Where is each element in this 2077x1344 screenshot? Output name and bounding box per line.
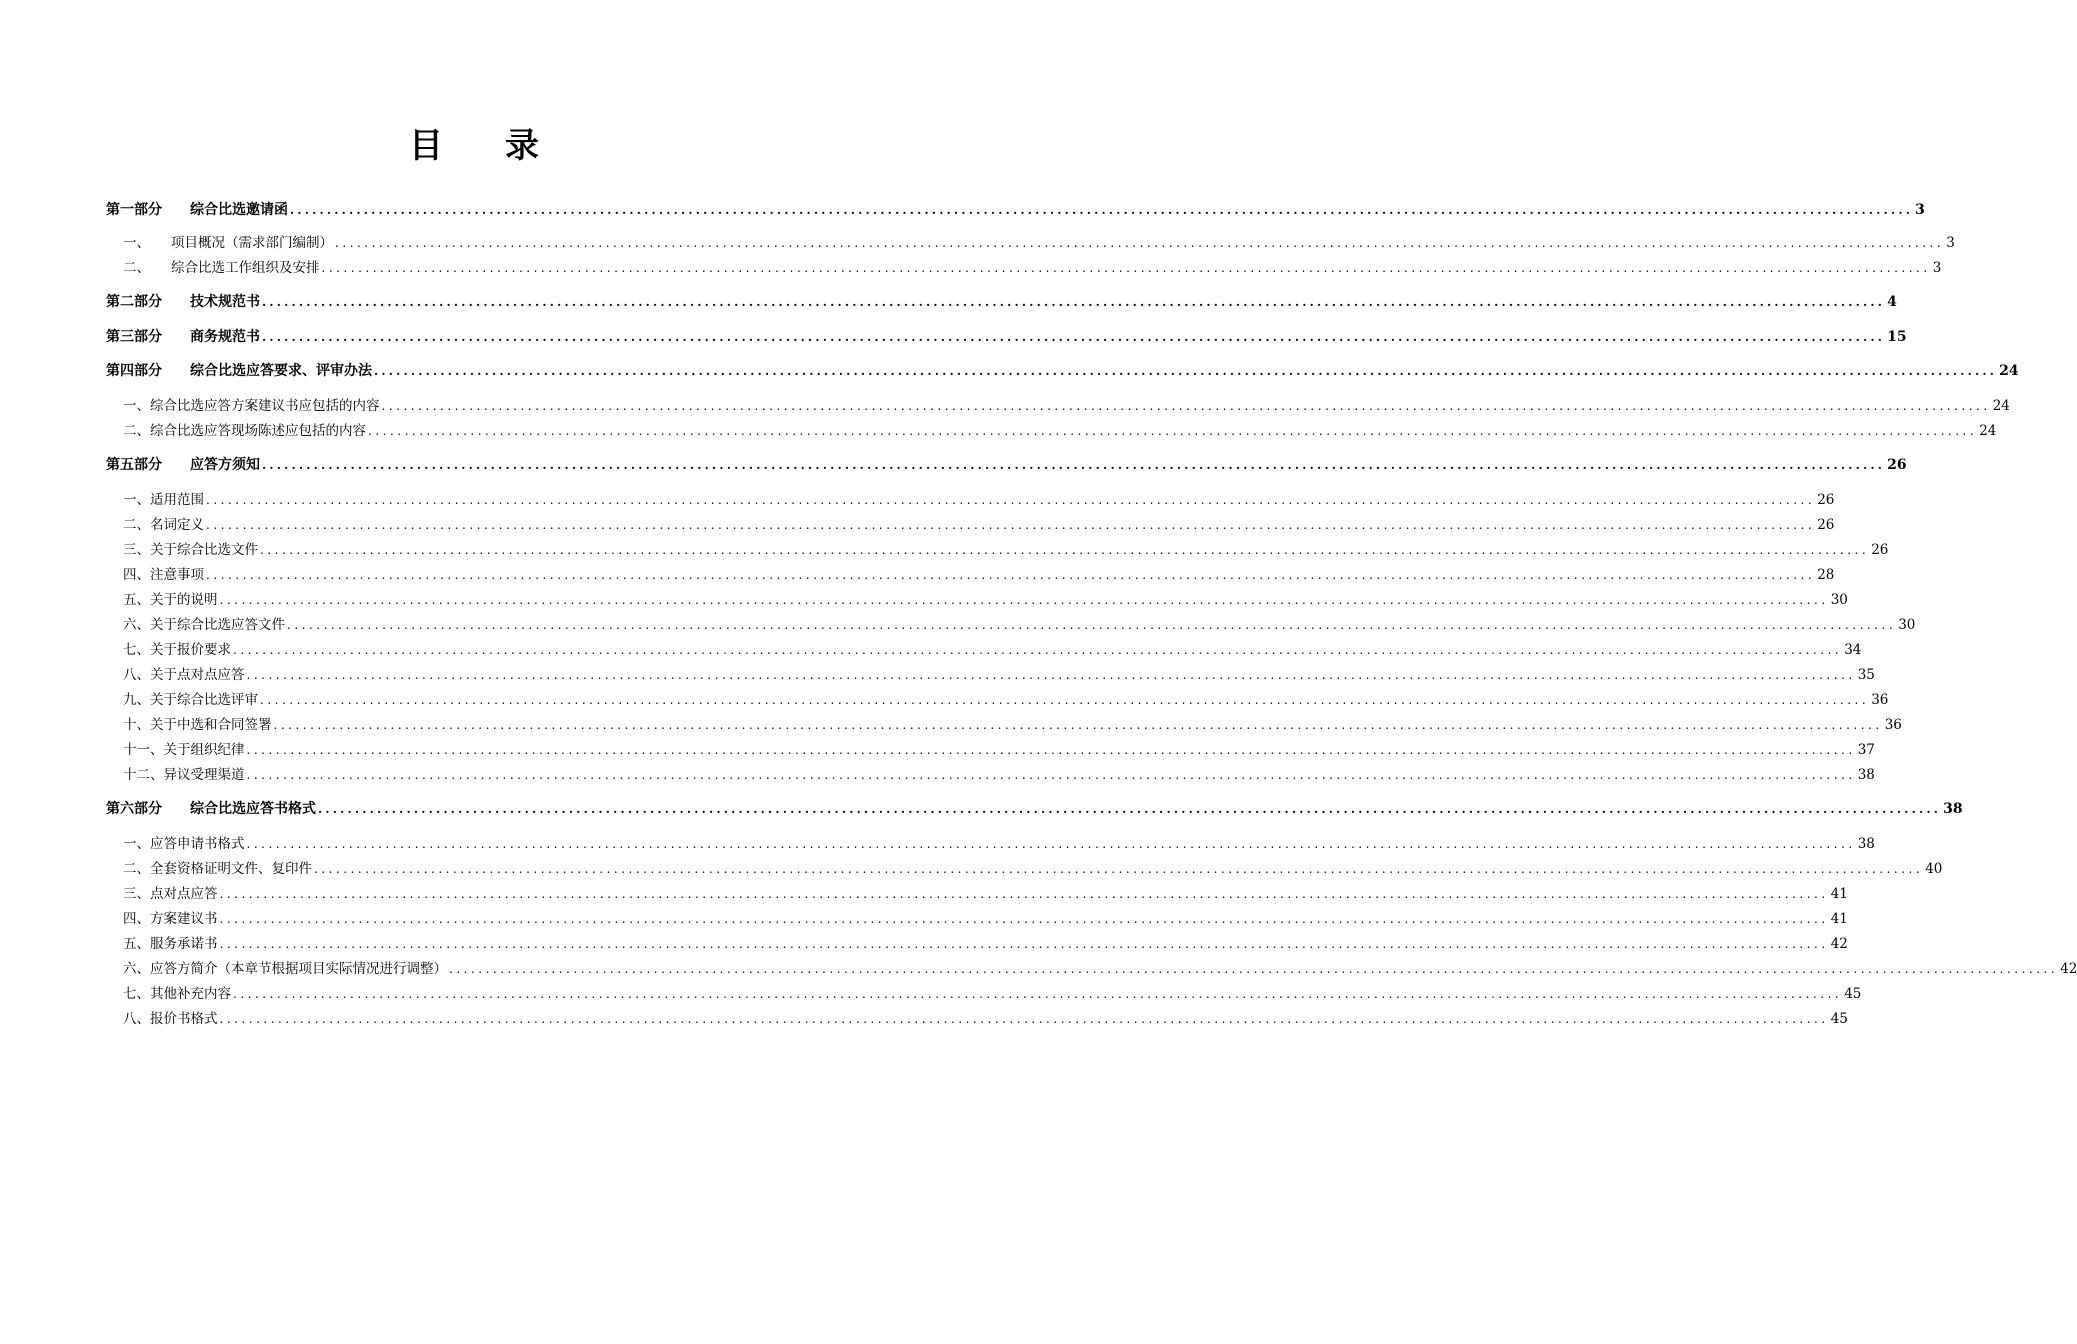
toc-entry-label (106, 328, 260, 346)
toc-entry-number: 五、 (123, 936, 150, 952)
toc-entry-label (123, 985, 231, 1003)
toc-entry-label (106, 201, 288, 219)
toc-section-entry[interactable] (106, 906, 1848, 928)
toc-entry-label (123, 691, 258, 709)
toc-page-number: 3 (1915, 202, 1925, 218)
toc-page-number: 24 (1999, 363, 2019, 379)
toc-page-number: 4 (1887, 294, 1897, 310)
toc-part-entry[interactable] (106, 324, 1907, 346)
toc-leader-dots: ............................................................................................................................................................................................................................ (381, 399, 1991, 413)
toc-section-entry[interactable] (106, 737, 1875, 759)
toc-entry-number: 第四部分 (106, 363, 162, 379)
toc-section-entry[interactable] (106, 687, 1889, 709)
toc-entry-label (123, 641, 231, 659)
toc-entry-number: 第三部分 (106, 329, 162, 345)
toc-leader-dots: ............................................................................................................................................................................................................................ (233, 987, 1843, 1001)
toc-section-entry[interactable] (106, 393, 2010, 415)
toc-page-number: 26 (1817, 492, 1835, 508)
toc-section-entry[interactable] (106, 931, 1848, 953)
toc-section-entry[interactable] (106, 255, 1942, 277)
toc-entry-title: 应答申请书格式 (150, 836, 245, 852)
toc-entry-title: 关于组织纪律 (163, 742, 245, 758)
toc-leader-dots: ............................................................................................................................................................................................................................ (273, 718, 1883, 732)
toc-entry-title: 综合比选应答方案建议书应包括的内容 (150, 398, 380, 414)
toc-entry-number: 三、 (123, 886, 150, 902)
toc-entry-number: 十、 (123, 717, 150, 733)
toc-entry-title: 关于点对点应答 (150, 667, 245, 683)
toc-entry-label (106, 456, 260, 474)
toc-leader-dots: ............................................................................................................................................................................................................................ (368, 424, 1978, 438)
toc-entry-label (123, 766, 245, 784)
toc-page-number: 35 (1857, 667, 1875, 683)
toc-entry-number: 第二部分 (106, 294, 162, 310)
toc-entry-title: 关于的说明 (150, 592, 218, 608)
toc-page-number: 41 (1830, 911, 1848, 927)
toc-page-number: 24 (1992, 398, 2010, 414)
toc-entry-title: 应答方简介（本章节根据项目实际情况进行调整） (150, 961, 447, 977)
toc-entry-title: 关于综合比选文件 (150, 542, 258, 558)
page-title (0, 118, 950, 167)
toc-leader-dots: ............................................................................................................................................................................................................................ (374, 364, 1998, 378)
toc-section-entry[interactable] (106, 662, 1875, 684)
toc-page-number: 30 (1898, 617, 1916, 633)
toc-entry-number: 一、 (123, 398, 150, 414)
toc-entry-number: 二、 (123, 861, 150, 877)
toc-entry-label (123, 422, 366, 440)
toc-section-entry[interactable] (106, 562, 1835, 584)
toc-entry-title: 技术规范书 (190, 294, 260, 310)
toc-leader-dots: ............................................................................................................................................................................................................................ (219, 912, 1829, 926)
toc-section-entry[interactable] (106, 712, 1902, 734)
toc-entry-number: 八、 (123, 1011, 150, 1027)
toc-entry-number: 一、 (123, 235, 150, 251)
toc-leader-dots: ............................................................................................................................................................................................................................ (287, 618, 1897, 632)
toc-page-number: 45 (1830, 1011, 1848, 1027)
toc-entry-number: 一、 (123, 836, 150, 852)
toc-page-number: 26 (1871, 542, 1889, 558)
toc-entry-title: 综合比选工作组织及安排 (171, 260, 320, 276)
toc-section-entry[interactable] (106, 831, 1875, 853)
toc-entry-number: 七、 (123, 986, 150, 1002)
toc-entry-label (123, 591, 218, 609)
toc-leader-dots: ............................................................................................................................................................................................................................ (449, 962, 2059, 976)
toc-leader-dots: ............................................................................................................................................................................................................................ (262, 330, 1886, 344)
toc-entry-number: 三、 (123, 542, 150, 558)
toc-entry-title: 应答方须知 (190, 457, 260, 473)
toc-leader-dots: ............................................................................................................................................................................................................................ (219, 1012, 1829, 1026)
toc-entry-label (123, 259, 320, 277)
toc-entry-title: 名词定义 (150, 517, 204, 533)
title-char-2: 录 (505, 126, 541, 166)
toc-entry-number: 十二、 (123, 767, 164, 783)
toc-leader-dots: ............................................................................................................................................................................................................................ (321, 261, 1931, 275)
toc-entry-number: 五、 (123, 592, 150, 608)
toc-entry-label (123, 516, 204, 534)
toc-entry-label (123, 935, 218, 953)
toc-section-entry[interactable] (106, 856, 1943, 878)
toc-section-entry[interactable] (106, 981, 1862, 1003)
toc-page-number: 36 (1884, 717, 1902, 733)
toc-leader-dots: ............................................................................................................................................................................................................................ (246, 768, 1856, 782)
toc-leader-dots: ............................................................................................................................................................................................................................ (290, 203, 1914, 217)
toc-entry-title: 注意事项 (150, 567, 204, 583)
toc-page-number: 42 (1830, 936, 1848, 952)
toc-page-number: 24 (1979, 423, 1997, 439)
toc-page-number: 41 (1830, 886, 1848, 902)
toc-section-entry[interactable] (106, 487, 1835, 509)
toc-section-entry[interactable] (106, 537, 1889, 559)
toc-page-number: 45 (1844, 986, 1862, 1002)
toc-leader-dots: ............................................................................................................................................................................................................................ (318, 802, 1942, 816)
toc-entry-number: 第五部分 (106, 457, 162, 473)
toc-leader-dots: ............................................................................................................................................................................................................................ (219, 887, 1829, 901)
toc-entry-title: 适用范围 (150, 492, 204, 508)
toc-leader-dots: ............................................................................................................................................................................................................................ (206, 518, 1816, 532)
toc-section-entry[interactable] (106, 512, 1835, 534)
toc-entry-label (123, 860, 312, 878)
toc-entry-number: 六、 (123, 961, 150, 977)
toc-part-entry[interactable] (106, 289, 1897, 311)
toc-entry-number: 第一部分 (106, 202, 162, 218)
toc-page-number: 36 (1871, 692, 1889, 708)
toc-entry-title: 其他补充内容 (150, 986, 231, 1002)
toc-entry-number: 二、 (123, 423, 150, 439)
toc-entry-title: 关于中选和合同签署 (150, 717, 272, 733)
toc-entry-number: 六、 (123, 617, 150, 633)
toc-section-entry[interactable] (106, 230, 1955, 252)
toc-part-entry[interactable] (106, 796, 1963, 818)
toc-leader-dots: ............................................................................................................................................................................................................................ (246, 668, 1856, 682)
toc-entry-label (123, 491, 204, 509)
toc-leader-dots: ............................................................................................................................................................................................................................ (335, 236, 1945, 250)
toc-entry-title: 方案建议书 (150, 911, 218, 927)
title-char-1: 目 (409, 126, 445, 166)
toc-page-number: 37 (1857, 742, 1875, 758)
toc-part-entry[interactable] (106, 452, 1907, 474)
toc-entry-number: 九、 (123, 692, 150, 708)
toc-section-entry[interactable] (106, 1006, 1848, 1028)
toc-entry-label (123, 566, 204, 584)
toc-entry-number: 一、 (123, 492, 150, 508)
toc-entry-title: 全套资格证明文件、复印件 (150, 861, 312, 877)
toc-leader-dots: ............................................................................................................................................................................................................................ (219, 593, 1829, 607)
toc-entry-title: 关于综合比选应答文件 (150, 617, 285, 633)
toc-section-entry[interactable] (106, 956, 2077, 978)
toc-section-entry[interactable] (106, 762, 1875, 784)
toc-entry-title: 综合比选应答现场陈述应包括的内容 (150, 423, 366, 439)
toc-page-number: 3 (1946, 235, 1955, 251)
toc-entry-label (123, 885, 218, 903)
toc-page-number: 38 (1857, 767, 1875, 783)
toc-entry-label (123, 234, 333, 252)
toc-entry-label (106, 362, 372, 380)
toc-section-entry[interactable] (106, 587, 1848, 609)
toc-entry-title: 综合比选应答书格式 (190, 801, 316, 817)
toc-page-number: 34 (1844, 642, 1862, 658)
toc-entry-label (123, 741, 245, 759)
toc-page-number: 28 (1817, 567, 1835, 583)
toc-entry-label (123, 960, 447, 978)
toc-leader-dots: ............................................................................................................................................................................................................................ (206, 568, 1816, 582)
toc-page-number: 15 (1887, 329, 1907, 345)
toc-entry-label (123, 541, 258, 559)
toc-entry-title: 项目概况（需求部门编制） (171, 235, 333, 251)
toc-leader-dots: ............................................................................................................................................................................................................................ (246, 837, 1856, 851)
toc-leader-dots: ............................................................................................................................................................................................................................ (260, 543, 1870, 557)
toc-entry-label (106, 800, 316, 818)
toc-entry-label (123, 910, 218, 928)
toc-page-number: 26 (1817, 517, 1835, 533)
toc-page-number: 3 (1932, 260, 1942, 276)
toc-entry-title: 异议受理渠道 (163, 767, 245, 783)
toc-page-number: 26 (1887, 457, 1907, 473)
toc-entry-number: 八、 (123, 667, 150, 683)
toc-leader-dots: ............................................................................................................................................................................................................................ (246, 743, 1856, 757)
toc-page-number: 30 (1830, 592, 1848, 608)
toc-entry-title: 点对点应答 (150, 886, 218, 902)
toc-entry-title: 报价书格式 (150, 1011, 218, 1027)
toc-entry-title: 商务规范书 (190, 329, 260, 345)
toc-entry-title: 关于综合比选评审 (150, 692, 258, 708)
toc-section-entry[interactable] (106, 612, 1916, 634)
toc-entry-title: 综合比选应答要求、评审办法 (190, 363, 372, 379)
toc-leader-dots: ............................................................................................................................................................................................................................ (219, 937, 1829, 951)
toc-section-entry[interactable] (106, 637, 1862, 659)
toc-leader-dots: ............................................................................................................................................................................................................................ (233, 643, 1843, 657)
toc-entry-label (123, 1010, 218, 1028)
toc-section-entry[interactable] (106, 418, 1997, 440)
toc-entry-number: 四、 (123, 567, 150, 583)
toc-entry-label (123, 397, 380, 415)
toc-entry-number: 十一、 (123, 742, 164, 758)
toc-entry-number: 四、 (123, 911, 150, 927)
toc-leader-dots: ............................................................................................................................................................................................................................ (262, 458, 1886, 472)
toc-entry-title: 综合比选邀请函 (190, 202, 288, 218)
toc-part-entry[interactable] (106, 197, 1925, 219)
toc-entry-label (123, 835, 245, 853)
toc-entry-label (106, 293, 260, 311)
toc-entry-number: 二、 (123, 517, 150, 533)
toc-entry-number: 第六部分 (106, 801, 162, 817)
toc-entry-number: 二、 (123, 260, 150, 276)
toc-page-number: 38 (1943, 801, 1963, 817)
toc-part-entry[interactable] (106, 358, 2019, 380)
toc-leader-dots: ............................................................................................................................................................................................................................ (206, 493, 1816, 507)
toc-entry-label (123, 666, 245, 684)
toc-leader-dots: ............................................................................................................................................................................................................................ (260, 693, 1870, 707)
toc-entry-label (123, 716, 272, 734)
toc-leader-dots: ............................................................................................................................................................................................................................ (314, 862, 1924, 876)
toc-page-number: 38 (1857, 836, 1875, 852)
toc-page-number: 40 (1925, 861, 1943, 877)
toc-entry-title: 关于报价要求 (150, 642, 231, 658)
toc-entry-title: 服务承诺书 (150, 936, 218, 952)
toc-entry-number: 七、 (123, 642, 150, 658)
toc-page-number: 42 (2060, 961, 2077, 977)
toc-entry-label (123, 616, 285, 634)
toc-section-entry[interactable] (106, 881, 1848, 903)
toc-leader-dots: ............................................................................................................................................................................................................................ (262, 295, 1886, 309)
